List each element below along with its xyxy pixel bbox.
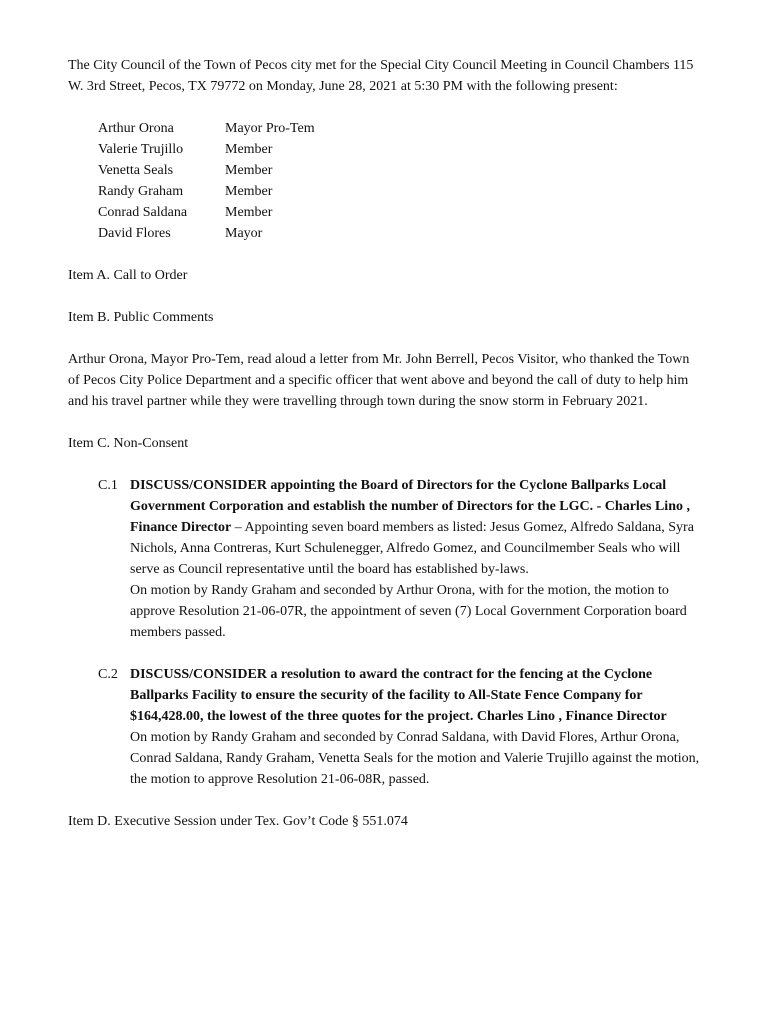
attendee-role: Mayor — [225, 226, 263, 241]
attendee-role: Member — [225, 184, 273, 199]
attendee-name: Arthur Orona — [98, 121, 174, 136]
attendee-name: Venetta Seals — [98, 163, 174, 178]
attendance-row — [98, 118, 700, 139]
agenda-item-body — [130, 664, 700, 790]
attendee-role: Member — [225, 163, 273, 178]
attendance-list — [98, 118, 700, 244]
agenda-item-c1 — [98, 475, 700, 643]
attendee-name: David Flores — [98, 226, 171, 241]
attendance-row — [98, 181, 700, 202]
intro-paragraph: The City Council of the Town of Pecos city met for the Special City Council Meeting in Council Chambers 115 W. 3rd Street, Pecos, TX 79772 on Monday, June 28, 2021 at 5:30 PM with the following present: — [68, 58, 694, 94]
attendance-row — [98, 160, 700, 181]
agenda-item-number: C.1 — [98, 478, 118, 493]
attendee-name: Randy Graham — [98, 184, 184, 199]
attendance-row — [98, 202, 700, 223]
attendee-role: Member — [225, 142, 273, 157]
attendee-role: Member — [225, 205, 273, 220]
agenda-item-description: – Appointing seven board members as listed: Jesus Gomez, Alfredo Saldana, Syra Nichols, Anna Contreras, Kurt Schulenegger, Alfredo Gomez, and Councilmember Seals who will serve as Council representative until the board has established by-laws. — [130, 520, 694, 577]
attendance-row — [98, 223, 700, 244]
item-d-heading: Item D. Executive Session under Tex. Gov’t Code § 551.074 — [68, 814, 408, 829]
agenda-item-motion: On motion by Randy Graham and seconded by Conrad Saldana, with David Flores, Arthur Orona, Conrad Saldana, Randy Graham, Venetta Seals for the motion and Valerie Trujillo against the motion, the motion to approve Resolution 21-06-08R, passed. — [130, 730, 700, 787]
item-b-heading: Item B. Public Comments — [68, 310, 214, 325]
agenda-item-title: DISCUSS/CONSIDER a resolution to award the contract for the fencing at the Cyclone Ballparks Facility to ensure the security of the facility to All-State Fence Company for $164,428.00, the lowest of the three quotes for the project. Charles Lino , Finance Director — [130, 667, 667, 724]
public-comments-paragraph: Arthur Orona, Mayor Pro-Tem, read aloud a letter from Mr. John Berrell, Pecos Visitor, who thanked the Town of Pecos City Police Department and a specific officer that went above and beyond the call of duty to help him and his travel partner while they were travelling through town during the snow storm in February 2021. — [68, 352, 690, 409]
agenda-item-title: DISCUSS/CONSIDER appointing the Board of Directors for the Cyclone Ballparks Local Government Corporation and establish the number of Directors for the LGC. - Charles Lino , Finance Director — [130, 478, 690, 535]
agenda-item-c2 — [98, 664, 700, 790]
agenda-item-body — [130, 475, 700, 643]
attendee-name: Valerie Trujillo — [98, 142, 184, 157]
agenda-item-number: C.2 — [98, 667, 118, 682]
attendee-name: Conrad Saldana — [98, 205, 188, 220]
agenda-item-text — [130, 475, 700, 580]
attendee-role: Mayor Pro-Tem — [225, 121, 315, 136]
minutes-document — [68, 55, 700, 853]
attendance-row — [98, 139, 700, 160]
item-c-heading: Item C. Non-Consent — [68, 436, 189, 451]
item-a-heading: Item A. Call to Order — [68, 268, 188, 283]
agenda-item-motion: On motion by Randy Graham and seconded by Arthur Orona, with for the motion, the motion to approve Resolution 21-06-07R, the appointment of seven (7) Local Government Corporation board members passed. — [130, 583, 687, 640]
